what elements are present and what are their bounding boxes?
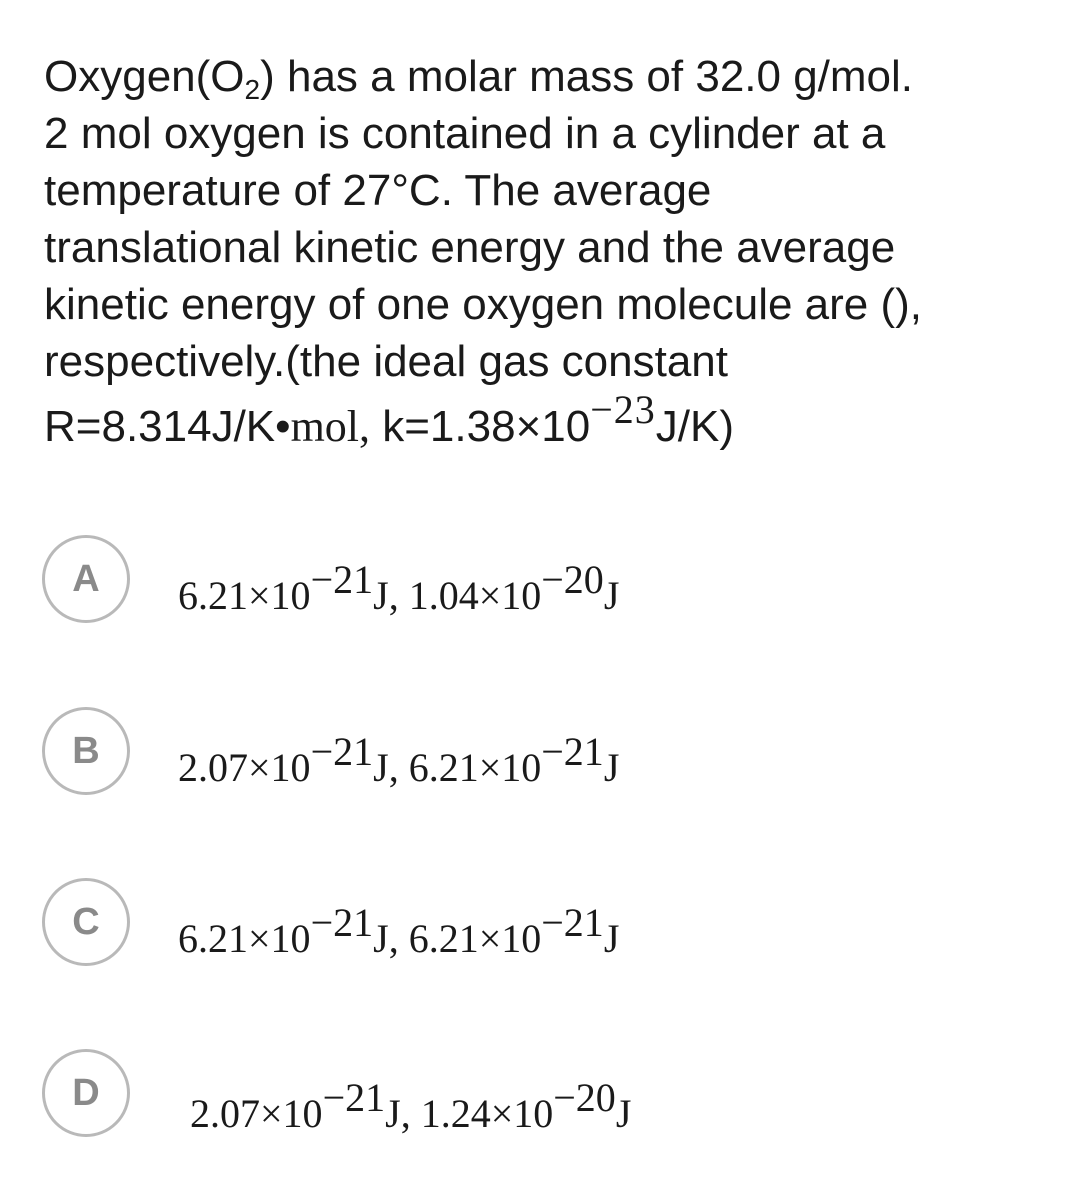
option-d-mantissa-1: 2.07×10	[190, 1091, 323, 1136]
o2-subscript: 2	[244, 74, 261, 105]
option-a-circle[interactable]: A	[42, 535, 130, 623]
option-d-unit: J	[615, 1091, 632, 1136]
option-b[interactable]	[42, 707, 1042, 807]
option-b-exponent-2: −21	[541, 729, 604, 774]
option-a-exponent-2: −20	[541, 557, 604, 602]
option-a-unit: J	[603, 573, 620, 618]
question-line-1	[44, 48, 1044, 105]
question-line-4: translational kinetic energy and the average	[44, 223, 896, 272]
formula-k: k=1.38×10	[370, 402, 591, 451]
option-d[interactable]	[42, 1049, 1042, 1149]
option-a-exponent-1: −21	[310, 557, 374, 602]
question-line-5: kinetic energy of one oxygen molecule are (),	[44, 280, 923, 329]
formula-mol: mol,	[290, 402, 371, 451]
question-line-1-pre: Oxygen(O	[44, 52, 245, 101]
option-c[interactable]	[42, 878, 1042, 978]
option-b-exponent-1: −21	[310, 729, 374, 774]
formula-exponent: −23	[590, 387, 656, 432]
question-line-2: 2 mol oxygen is contained in a cylinder at a	[44, 109, 886, 158]
option-c-circle[interactable]: C	[42, 878, 130, 966]
formula-unit: J/K)	[655, 402, 735, 451]
option-c-mantissa-2: J, 6.21×10	[373, 916, 542, 961]
option-b-unit: J	[603, 745, 620, 790]
option-d-exponent-2: −20	[553, 1075, 616, 1120]
option-b-mantissa-1: 2.07×10	[178, 745, 311, 790]
option-d-mantissa-2: J, 1.24×10	[385, 1091, 554, 1136]
option-d-circle[interactable]: D	[42, 1049, 130, 1137]
option-a-text[interactable]	[178, 557, 620, 621]
option-c-unit: J	[603, 916, 620, 961]
option-c-text[interactable]	[178, 900, 620, 964]
option-a-mantissa-1: 6.21×10	[178, 573, 311, 618]
option-c-exponent-1: −21	[310, 900, 374, 945]
option-a[interactable]	[42, 535, 1042, 635]
option-a-mantissa-2: J, 1.04×10	[373, 573, 542, 618]
option-b-mantissa-2: J, 6.21×10	[373, 745, 542, 790]
option-c-exponent-2: −21	[541, 900, 604, 945]
option-b-text[interactable]	[178, 729, 620, 793]
constants-formula	[44, 387, 1044, 455]
option-d-text[interactable]	[190, 1075, 632, 1139]
question-text	[44, 48, 1044, 455]
option-d-exponent-1: −21	[322, 1075, 386, 1120]
question-line-6: respectively.(the ideal gas constant	[44, 337, 728, 386]
formula-r: R=8.314J/K•	[44, 402, 291, 451]
option-c-mantissa-1: 6.21×10	[178, 916, 311, 961]
option-b-circle[interactable]: B	[42, 707, 130, 795]
question-line-3: temperature of 27°C. The average	[44, 166, 712, 215]
question-line-1-post: ) has a molar mass of 32.0 g/mol.	[260, 52, 914, 101]
